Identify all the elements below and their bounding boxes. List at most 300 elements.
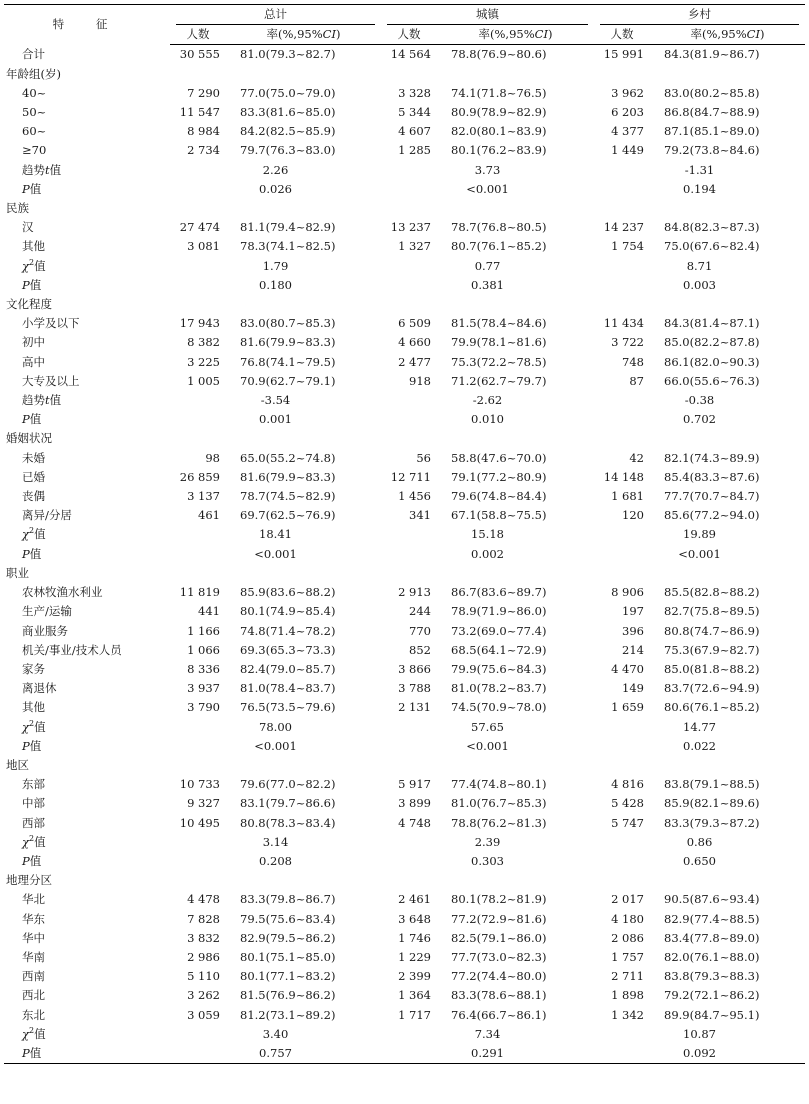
- section-label: 婚姻状况: [6, 431, 52, 446]
- urban-rate-cell: 80.1(76.2~83.9): [451, 143, 547, 158]
- urban-count-cell: 13 237: [390, 220, 431, 235]
- total-rate-cell: 82.9(79.5~86.2): [240, 930, 336, 945]
- table-row: [4, 506, 805, 525]
- rural-rate-cell: 86.1(82.0~90.3): [664, 354, 760, 369]
- table-row: [4, 314, 805, 333]
- rural-rate-cell: 84.3(81.9~86.7): [664, 47, 760, 62]
- stat-label: P值: [22, 277, 42, 292]
- row-label: 机关/事业/技术人员: [22, 642, 122, 657]
- urban-count-cell: 56: [416, 450, 431, 465]
- urban-rate-cell: 73.2(69.0~77.4): [451, 623, 547, 638]
- rural-stat-cell: 0.650: [683, 853, 716, 868]
- total-count-cell: 3 137: [187, 489, 220, 504]
- urban-rate-cell: 77.4(74.8~80.1): [451, 777, 547, 792]
- row-label: 其他: [22, 239, 45, 254]
- total-rate-cell: 79.7(76.3~83.0): [240, 143, 336, 158]
- section-row: [4, 871, 805, 890]
- row-label: 离退休: [22, 681, 57, 696]
- stat-row: [4, 410, 805, 429]
- total-count-cell: 10 495: [179, 815, 220, 830]
- table-row: [4, 641, 805, 660]
- urban-rate-cell: 78.9(71.9~86.0): [451, 604, 547, 619]
- rural-stat-cell: 0.702: [683, 412, 716, 427]
- urban-count-cell: 1 717: [398, 1007, 431, 1022]
- rural-stat-cell: 0.003: [683, 277, 716, 292]
- urban-count-cell: 2 461: [398, 892, 431, 907]
- urban-count-cell: 4 748: [398, 815, 431, 830]
- urban-rate-cell: 79.9(75.6~84.3): [451, 661, 547, 676]
- rural-rate-cell: 83.0(80.2~85.8): [664, 85, 760, 100]
- row-label: 60~: [22, 124, 47, 139]
- section-row: [4, 564, 805, 583]
- urban-rate-cell: 77.2(72.9~81.6): [451, 911, 547, 926]
- total-rate-cell: 65.0(55.2~74.8): [240, 450, 336, 465]
- table-row: [4, 775, 805, 794]
- urban-stat-cell: <0.001: [466, 738, 509, 753]
- table-row: [4, 237, 805, 256]
- stat-label: $\chi^2$值: [22, 526, 46, 542]
- urban-stat-cell: -2.62: [472, 393, 503, 408]
- total-stat-cell: 0.180: [259, 277, 292, 292]
- section-label: 地理分区: [6, 873, 52, 888]
- rural-stat-cell: 14.77: [683, 719, 716, 734]
- group-header-urban: [381, 5, 594, 26]
- urban-count-cell: 244: [409, 604, 431, 619]
- total-rate-cell: 81.0(79.3~82.7): [240, 47, 336, 62]
- table-row: [4, 468, 805, 487]
- rural-count-cell: 4 470: [611, 661, 644, 676]
- rural-rate-cell: 79.2(73.8~84.6): [664, 143, 760, 158]
- total-stat-cell: <0.001: [254, 738, 297, 753]
- total-count-cell: 3 790: [187, 700, 220, 715]
- stat-label: $\chi^2$值: [22, 257, 46, 273]
- urban-count-cell: 3 788: [398, 681, 431, 696]
- total-rate-cell: 81.2(73.1~89.2): [240, 1007, 336, 1022]
- rural-rate-cell: 82.0(76.1~88.0): [664, 949, 760, 964]
- table-row: [4, 122, 805, 141]
- total-count-cell: 3 225: [187, 354, 220, 369]
- total-rate-cell: 83.1(79.7~86.6): [240, 796, 336, 811]
- row-label: 其他: [22, 700, 45, 715]
- table-row: [4, 910, 805, 929]
- row-label: 未婚: [22, 450, 45, 465]
- rural-count-cell: 1 754: [611, 239, 644, 254]
- rural-count-cell: 2 711: [611, 969, 644, 984]
- table-header: [4, 5, 805, 45]
- rural-stat-cell: <0.001: [678, 546, 721, 561]
- total-rate-cell: 84.2(82.5~85.9): [240, 124, 336, 139]
- row-label: 西南: [22, 969, 45, 984]
- row-label: 东北: [22, 1007, 45, 1022]
- rural-stat-cell: -1.31: [684, 162, 715, 177]
- urban-stat-cell: 7.34: [474, 1026, 501, 1041]
- urban-rate-cell: 82.0(80.1~83.9): [451, 124, 547, 139]
- row-label: 西部: [22, 815, 45, 830]
- total-stat-cell: 0.001: [259, 412, 292, 427]
- section-row: [4, 295, 805, 314]
- rural-rate-cell: 89.9(84.7~95.1): [664, 1007, 760, 1022]
- group-header-rural-label: 乡村: [600, 5, 799, 25]
- urban-rate-cell: 81.5(78.4~84.6): [451, 316, 547, 331]
- urban-count-cell: 2 131: [398, 700, 431, 715]
- rural-rate-cell: 83.3(79.3~87.2): [664, 815, 760, 830]
- rural-count-cell: 15 991: [603, 47, 644, 62]
- total-count-cell: 3 059: [187, 1007, 220, 1022]
- rural-rate-cell: 66.0(55.6~76.3): [664, 373, 760, 388]
- total-stat-cell: 1.79: [262, 258, 289, 273]
- table-row: [4, 698, 805, 717]
- row-label: 生产/运输: [22, 604, 72, 619]
- total-count-cell: 27 474: [179, 220, 220, 235]
- rural-rate-cell: 83.8(79.1~88.5): [664, 777, 760, 792]
- total-count-cell: 8 336: [187, 661, 220, 676]
- total-stat-cell: 3.14: [262, 834, 289, 849]
- total-stat-cell: 0.026: [259, 181, 292, 196]
- total-count-cell: 3 262: [187, 988, 220, 1003]
- urban-count-cell: 918: [409, 373, 431, 388]
- urban-count-cell: 14 564: [390, 47, 431, 62]
- urban-rate-cell: 78.8(76.2~81.3): [451, 815, 547, 830]
- row-label: 西北: [22, 988, 45, 1003]
- rural-count-cell: 2 017: [611, 892, 644, 907]
- rural-count-cell: 1 449: [611, 143, 644, 158]
- count-header: 人数: [381, 25, 437, 45]
- urban-count-cell: 3 648: [398, 911, 431, 926]
- stat-row: [4, 718, 805, 737]
- urban-count-cell: 2 477: [398, 354, 431, 369]
- urban-stat-cell: 2.39: [474, 834, 501, 849]
- urban-count-cell: 1 456: [398, 489, 431, 504]
- section-label: 地区: [6, 757, 29, 772]
- urban-stat-cell: 0.77: [474, 258, 501, 273]
- row-label: 华南: [22, 949, 45, 964]
- table-row: [4, 602, 805, 621]
- table-row: [4, 967, 805, 986]
- total-count-cell: 11 819: [179, 585, 220, 600]
- row-label: 中部: [22, 796, 45, 811]
- rural-count-cell: 4 377: [611, 124, 644, 139]
- rural-count-cell: 4 816: [611, 777, 644, 792]
- rural-count-cell: 3 722: [611, 335, 644, 350]
- stat-label: 趋势t值: [22, 162, 62, 177]
- row-label: 高中: [22, 354, 45, 369]
- urban-rate-cell: 77.2(74.4~80.0): [451, 969, 547, 984]
- section-row: [4, 199, 805, 218]
- urban-count-cell: 341: [409, 508, 431, 523]
- rural-rate-cell: 84.8(82.3~87.3): [664, 220, 760, 235]
- total-count-cell: 5 110: [187, 969, 220, 984]
- rural-stat-cell: 0.194: [683, 181, 716, 196]
- total-count-cell: 17 943: [179, 316, 220, 331]
- total-rate-cell: 69.7(62.5~76.9): [240, 508, 336, 523]
- table-row: [4, 794, 805, 813]
- row-label: 汉: [22, 220, 34, 235]
- rate-header: 率(%,95%CI): [226, 25, 381, 45]
- section-spacer: [170, 871, 805, 890]
- rural-count-cell: 149: [622, 681, 644, 696]
- rural-count-cell: 11 434: [603, 316, 644, 331]
- table-row: [4, 45, 805, 65]
- total-rate-cell: 69.3(65.3~73.3): [240, 642, 336, 657]
- total-rate-cell: 79.6(77.0~82.2): [240, 777, 336, 792]
- count-header: 人数: [170, 25, 226, 45]
- table-row: [4, 679, 805, 698]
- urban-count-cell: 2 399: [398, 969, 431, 984]
- urban-count-cell: 4 607: [398, 124, 431, 139]
- row-label: 家务: [22, 661, 45, 676]
- table-row: [4, 372, 805, 391]
- rural-count-cell: 1 342: [611, 1007, 644, 1022]
- rural-count-cell: 14 237: [603, 220, 644, 235]
- stat-label: P值: [22, 181, 42, 196]
- row-label: 丧偶: [22, 489, 45, 504]
- total-stat-cell: 2.26: [262, 162, 289, 177]
- section-spacer: [170, 756, 805, 775]
- total-stat-cell: 3.40: [262, 1026, 289, 1041]
- total-rate-cell: 79.5(75.6~83.4): [240, 911, 336, 926]
- total-stat-cell: 78.00: [259, 719, 292, 734]
- total-count-cell: 26 859: [179, 469, 220, 484]
- table-row: [4, 333, 805, 352]
- urban-count-cell: 2 913: [398, 585, 431, 600]
- total-rate-cell: 70.9(62.7~79.1): [240, 373, 336, 388]
- rural-rate-cell: 79.2(72.1~86.2): [664, 988, 760, 1003]
- total-stat-cell: 0.757: [170, 1044, 381, 1064]
- urban-stat-cell: 0.291: [381, 1044, 594, 1064]
- rural-stat-cell: 0.86: [686, 834, 713, 849]
- total-count-cell: 30 555: [179, 47, 220, 62]
- urban-rate-cell: 76.4(66.7~86.1): [451, 1007, 547, 1022]
- total-count-cell: 3 832: [187, 930, 220, 945]
- rural-rate-cell: 77.7(70.7~84.7): [664, 489, 760, 504]
- urban-rate-cell: 74.1(71.8~76.5): [451, 85, 547, 100]
- total-count-cell: 7 290: [187, 85, 220, 100]
- total-count-cell: 10 733: [179, 777, 220, 792]
- urban-stat-cell: <0.001: [466, 181, 509, 196]
- urban-count-cell: 1 285: [398, 143, 431, 158]
- total-count-cell: 441: [198, 604, 220, 619]
- rural-count-cell: 3 962: [611, 85, 644, 100]
- rural-count-cell: 5 428: [611, 796, 644, 811]
- rate-header: 率(%,95%CI): [437, 25, 594, 45]
- urban-stat-cell: 0.002: [471, 546, 504, 561]
- table-row: [4, 218, 805, 237]
- row-label: 已婚: [22, 469, 45, 484]
- table-row: [4, 353, 805, 372]
- rural-rate-cell: 86.8(84.7~88.9): [664, 105, 760, 120]
- stat-label: P值: [4, 1044, 170, 1064]
- total-rate-cell: 76.5(73.5~79.6): [240, 700, 336, 715]
- total-stat-cell: -3.54: [260, 393, 291, 408]
- rural-rate-cell: 85.6(77.2~94.0): [664, 508, 760, 523]
- rural-rate-cell: 87.1(85.1~89.0): [664, 124, 760, 139]
- rural-rate-cell: 83.8(79.3~88.3): [664, 969, 760, 984]
- urban-rate-cell: 78.7(76.8~80.5): [451, 220, 547, 235]
- section-label: 民族: [6, 201, 29, 216]
- row-label: 东部: [22, 777, 45, 792]
- table-row: [4, 660, 805, 679]
- rural-rate-cell: 82.1(74.3~89.9): [664, 450, 760, 465]
- total-stat-cell: 18.41: [259, 527, 292, 542]
- total-rate-cell: 78.3(74.1~82.5): [240, 239, 336, 254]
- section-spacer: [170, 65, 805, 84]
- table-body: [4, 45, 805, 1064]
- urban-stat-cell: 3.73: [474, 162, 501, 177]
- table-row: [4, 103, 805, 122]
- rural-rate-cell: 80.6(76.1~85.2): [664, 700, 760, 715]
- rate-header: 率(%,95%CI): [650, 25, 805, 45]
- total-count-cell: 11 547: [179, 105, 220, 120]
- total-count-cell: 7 828: [187, 911, 220, 926]
- rural-count-cell: 396: [622, 623, 644, 638]
- rural-rate-cell: 85.4(83.3~87.6): [664, 469, 760, 484]
- rural-rate-cell: 83.7(72.6~94.9): [664, 681, 760, 696]
- stat-label: $\chi^2$值: [22, 1025, 46, 1041]
- total-count-cell: 2 734: [187, 143, 220, 158]
- section-spacer: [170, 564, 805, 583]
- row-label: 50~: [22, 105, 47, 120]
- table-row: [4, 986, 805, 1005]
- stat-label: P值: [22, 546, 42, 561]
- section-row: [4, 65, 805, 84]
- section-spacer: [170, 429, 805, 448]
- urban-rate-cell: 74.5(70.9~78.0): [451, 700, 547, 715]
- rural-rate-cell: 82.9(77.4~88.5): [664, 911, 760, 926]
- rural-rate-cell: 84.3(81.4~87.1): [664, 316, 760, 331]
- total-rate-cell: 80.1(77.1~83.2): [240, 969, 336, 984]
- total-rate-cell: 80.1(75.1~85.0): [240, 949, 336, 964]
- urban-stat-cell: 57.65: [471, 719, 504, 734]
- rural-stat-cell: 19.89: [683, 527, 716, 542]
- rural-rate-cell: 90.5(87.6~93.4): [664, 892, 760, 907]
- urban-count-cell: 770: [409, 623, 431, 638]
- stat-label: P值: [22, 412, 42, 427]
- table-row: [4, 1006, 805, 1025]
- group-header-total-label: 总计: [176, 5, 375, 25]
- total-count-cell: 1 066: [187, 642, 220, 657]
- table-row: [4, 814, 805, 833]
- rural-stat-cell: 10.87: [683, 1026, 716, 1041]
- total-count-cell: 3 937: [187, 681, 220, 696]
- section-label: 文化程度: [6, 297, 52, 312]
- urban-count-cell: 1 364: [398, 988, 431, 1003]
- total-rate-cell: 81.0(78.4~83.7): [240, 681, 336, 696]
- urban-count-cell: 12 711: [390, 469, 431, 484]
- urban-count-cell: 1 327: [398, 239, 431, 254]
- urban-rate-cell: 80.1(78.2~81.9): [451, 892, 547, 907]
- rural-rate-cell: 85.0(82.2~87.8): [664, 335, 760, 350]
- urban-count-cell: 3 328: [398, 85, 431, 100]
- total-rate-cell: 81.1(79.4~82.9): [240, 220, 336, 235]
- rural-rate-cell: 75.0(67.6~82.4): [664, 239, 760, 254]
- group-header-urban-label: 城镇: [387, 5, 588, 25]
- urban-rate-cell: 79.1(77.2~80.9): [451, 469, 547, 484]
- rural-rate-cell: 82.7(75.8~89.5): [664, 604, 760, 619]
- row-label: 大专及以上: [22, 373, 80, 388]
- urban-rate-cell: 82.5(79.1~86.0): [451, 930, 547, 945]
- urban-count-cell: 3 899: [398, 796, 431, 811]
- rural-rate-cell: 83.4(77.8~89.0): [664, 930, 760, 945]
- urban-rate-cell: 58.8(47.6~70.0): [451, 450, 547, 465]
- total-stat-cell: 0.208: [259, 853, 292, 868]
- stat-row: [4, 276, 805, 295]
- urban-rate-cell: 75.3(72.2~78.5): [451, 354, 547, 369]
- rural-count-cell: 5 747: [611, 815, 644, 830]
- stat-label: $\chi^2$值: [22, 718, 46, 734]
- urban-count-cell: 1 229: [398, 949, 431, 964]
- stat-label: $\chi^2$值: [22, 833, 46, 849]
- stat-row: [4, 852, 805, 871]
- stat-label: 趋势t值: [22, 393, 62, 408]
- total-rate-cell: 82.4(79.0~85.7): [240, 661, 336, 676]
- total-count-cell: 8 984: [187, 124, 220, 139]
- total-count-cell: 3 081: [187, 239, 220, 254]
- row-label: 初中: [22, 335, 45, 350]
- stat-row: [4, 161, 805, 180]
- rural-stat-cell: 0.092: [594, 1044, 805, 1064]
- urban-stat-cell: 0.303: [471, 853, 504, 868]
- urban-count-cell: 5 917: [398, 777, 431, 792]
- total-count-cell: 8 382: [187, 335, 220, 350]
- rural-count-cell: 8 906: [611, 585, 644, 600]
- total-rate-cell: 81.6(79.9~83.3): [240, 335, 336, 350]
- section-label: 职业: [6, 565, 29, 580]
- rural-count-cell: 4 180: [611, 911, 644, 926]
- total-rate-cell: 80.1(74.9~85.4): [240, 604, 336, 619]
- row-label: 农林牧渔水利业: [22, 585, 103, 600]
- rural-count-cell: 197: [622, 604, 644, 619]
- urban-count-cell: 5 344: [398, 105, 431, 120]
- section-spacer: [170, 199, 805, 218]
- table-row: [4, 890, 805, 909]
- group-header-total: [170, 5, 381, 26]
- stat-row: [4, 1044, 805, 1064]
- stat-row: [4, 525, 805, 544]
- rural-stat-cell: 0.022: [683, 738, 716, 753]
- rural-count-cell: 1 659: [611, 700, 644, 715]
- urban-count-cell: 6 509: [398, 316, 431, 331]
- total-count-cell: 1 166: [187, 623, 220, 638]
- total-count-cell: 2 986: [187, 949, 220, 964]
- stat-row: [4, 180, 805, 199]
- total-rate-cell: 85.9(83.6~88.2): [240, 585, 336, 600]
- rural-count-cell: 42: [629, 450, 644, 465]
- rural-rate-cell: 85.9(82.1~89.6): [664, 796, 760, 811]
- row-label: 商业服务: [22, 623, 68, 638]
- urban-rate-cell: 81.0(76.7~85.3): [451, 796, 547, 811]
- rural-count-cell: 14 148: [603, 469, 644, 484]
- urban-rate-cell: 79.6(74.8~84.4): [451, 489, 547, 504]
- table-row: [4, 929, 805, 948]
- urban-rate-cell: 86.7(83.6~89.7): [451, 585, 547, 600]
- stat-label: P值: [22, 853, 42, 868]
- feature-header: 特 征: [4, 5, 170, 45]
- group-header-rural: [594, 5, 805, 26]
- table-row: [4, 487, 805, 506]
- document-page: [4, 4, 805, 1064]
- total-rate-cell: 74.8(71.4~78.2): [240, 623, 336, 638]
- total-stat-cell: <0.001: [254, 546, 297, 561]
- table-row: [4, 141, 805, 160]
- urban-rate-cell: 80.9(78.9~82.9): [451, 105, 547, 120]
- section-row: [4, 756, 805, 775]
- rural-count-cell: 6 203: [611, 105, 644, 120]
- total-count-cell: 9 327: [187, 796, 220, 811]
- urban-rate-cell: 81.0(78.2~83.7): [451, 681, 547, 696]
- rural-count-cell: 1 681: [611, 489, 644, 504]
- row-label: 离异/分居: [22, 508, 72, 523]
- urban-stat-cell: 0.381: [471, 277, 504, 292]
